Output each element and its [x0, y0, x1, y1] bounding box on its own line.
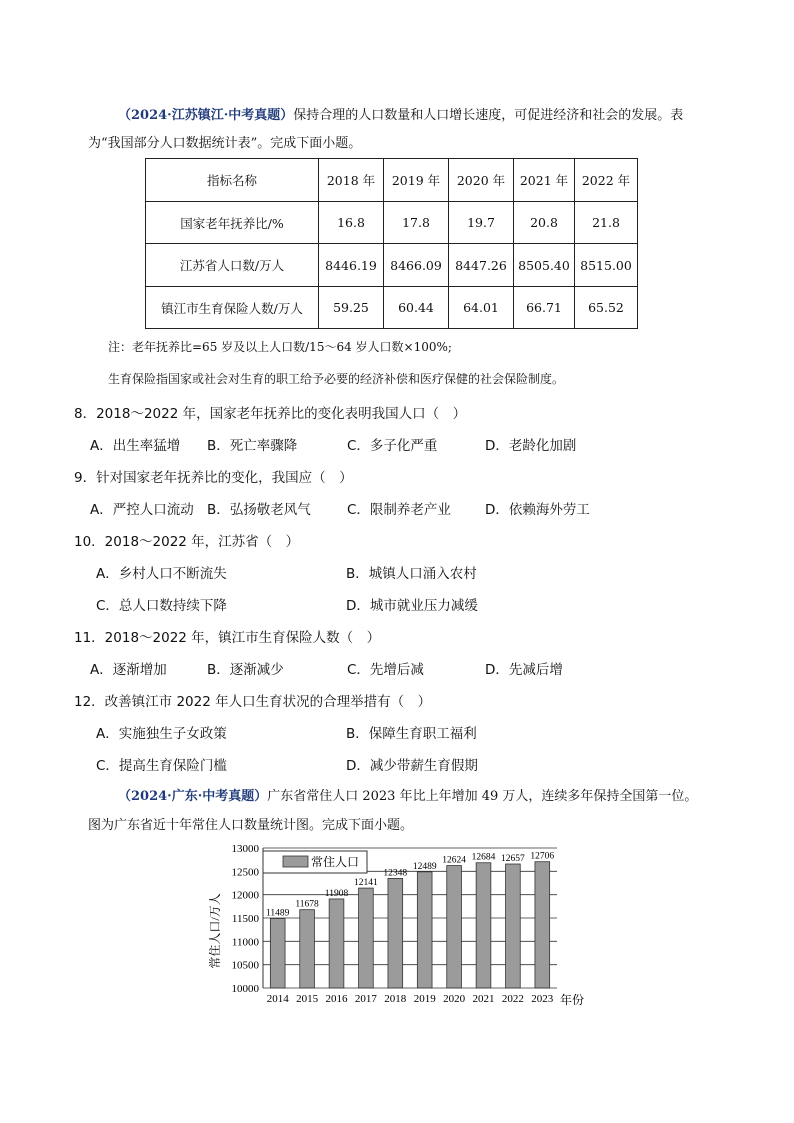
bar-value-label: 12657	[501, 854, 525, 865]
question-10-option-d[interactable]: D．城市就业压力减缓	[346, 598, 478, 614]
bar	[447, 866, 462, 988]
question-12-option-c[interactable]: C．提高生育保险门槛	[96, 758, 227, 774]
y-tick-label: 12000	[231, 889, 259, 902]
y-tick-label: 12500	[231, 866, 259, 879]
bar-value-label: 12141	[354, 878, 378, 889]
passage1-line2: 为“我国部分人口数据统计表”。完成下面小题。	[88, 136, 362, 151]
question-8-option-a[interactable]: A．出生率猛增	[90, 438, 181, 454]
table-cell: 19.7	[449, 202, 514, 244]
table-header-cell: 2019 年	[384, 159, 449, 202]
table-cell: 59.25	[319, 287, 384, 329]
question-12-stem: 12．改善镇江市 2022 年人口生育状况的合理举措有（ ）	[74, 694, 432, 710]
table-row	[146, 202, 638, 244]
table-cell: 国家老年抚养比/%	[146, 202, 319, 244]
passage2-text1: 广东省常住人口 2023 年比上年增加 49 万人，连续多年保持全国第一位。	[267, 789, 698, 804]
legend-label: 常住人口	[311, 855, 360, 869]
question-12-option-d[interactable]: D．减少带薪生育假期	[346, 758, 478, 774]
table-cell: 17.8	[384, 202, 449, 244]
y-tick-label: 10000	[231, 983, 259, 995]
table-cell: 21.8	[575, 202, 638, 244]
question-10-stem: 10．2018～2022 年，江苏省（ ）	[74, 534, 300, 550]
chart-legend	[263, 851, 367, 873]
bar	[535, 862, 550, 988]
question-9-stem: 9．针对国家老年抚养比的变化，我国应（ ）	[74, 470, 353, 486]
bar-value-label: 11908	[324, 888, 349, 899]
table-cell: 8447.26	[449, 244, 514, 287]
bar-value-label: 12684	[471, 852, 496, 863]
population-stats-table	[145, 158, 638, 329]
question-9-option-d[interactable]: D．依赖海外劳工	[485, 502, 590, 518]
bar	[359, 888, 374, 988]
bar-value-label: 11678	[295, 899, 319, 910]
question-10-option-c[interactable]: C．总人口数持续下降	[96, 598, 227, 614]
bar	[329, 899, 344, 988]
x-tick-label: 2019	[413, 993, 436, 1005]
y-tick-label: 11500	[231, 913, 259, 925]
x-tick-label: 2022	[501, 993, 524, 1005]
table-cell: 江苏省人口数/万人	[146, 244, 319, 287]
table-header-cell: 2020 年	[449, 159, 514, 202]
bar	[300, 910, 315, 988]
passage1-line1	[118, 104, 683, 123]
table-header-cell: 2021 年	[514, 159, 575, 202]
question-12-option-a[interactable]: A．实施独生子女政策	[96, 726, 227, 742]
bar	[506, 864, 521, 988]
x-tick-label: 2014	[266, 993, 289, 1005]
y-tick-label: 13000	[231, 843, 259, 855]
bar	[388, 878, 403, 988]
bar-value-label: 12489	[412, 861, 437, 872]
question-9-option-b[interactable]: B．弘扬敬老风气	[207, 502, 311, 518]
table-cell: 16.8	[319, 202, 384, 244]
question-8-option-c[interactable]: C．多子化严重	[347, 438, 438, 454]
table-note-insurance: 生育保险指国家或社会对生育的职工给予必要的经济补偿和医疗保健的社会保险制度。	[108, 372, 565, 386]
bar-value-label: 12706	[530, 851, 555, 862]
table-note-ratio: 注：老年抚养比=65 岁及以上人口数/15～64 岁人口数×100%;	[108, 340, 452, 354]
bar	[270, 919, 285, 988]
table-cell: 65.52	[575, 287, 638, 329]
bar-value-label: 11489	[265, 908, 290, 919]
question-10-option-a[interactable]: A．乡村人口不断流失	[96, 566, 227, 582]
x-axis-label: 年份	[560, 993, 585, 1007]
bar-value-label: 12348	[383, 868, 408, 879]
question-12-option-b[interactable]: B．保障生育职工福利	[346, 726, 477, 742]
passage2-line2: 图为广东省近十年常住人口数量统计图。完成下面小题。	[88, 818, 414, 833]
table-cell: 8466.09	[384, 244, 449, 287]
population-bar-chart	[205, 838, 605, 1013]
question-10-option-b[interactable]: B．城镇人口涌入农村	[346, 566, 477, 582]
question-11-stem: 11．2018～2022 年，镇江市生育保险人数（ ）	[74, 630, 381, 646]
question-8-stem: 8．2018～2022 年，国家老年抚养比的变化表明我国人口（ ）	[74, 406, 467, 422]
x-tick-label: 2015	[296, 993, 319, 1005]
table-cell: 8505.40	[514, 244, 575, 287]
y-axis-label: 常住人口/万人	[208, 893, 222, 969]
x-tick-label: 2021	[472, 993, 495, 1005]
bar-value-label: 12624	[442, 855, 466, 866]
passage1-text1: 保持合理的人口数量和人口增长速度，可促进经济和社会的发展。表	[293, 108, 684, 123]
table-header-cell: 2018 年	[319, 159, 384, 202]
question-8-option-b[interactable]: B．死亡率骤降	[207, 438, 298, 454]
table-cell: 镇江市生育保险人数/万人	[146, 287, 319, 329]
table-cell: 8515.00	[575, 244, 638, 287]
table-row	[146, 244, 638, 287]
question-8-option-d[interactable]: D．老龄化加剧	[485, 438, 577, 454]
bar	[417, 872, 432, 988]
passage1-source: （2024·江苏镇江·中考真题）	[118, 108, 294, 123]
x-tick-label: 2018	[384, 993, 407, 1005]
table-row	[146, 287, 638, 329]
question-11-option-a[interactable]: A．逐渐增加	[90, 662, 167, 678]
passage2-source: （2024·广东·中考真题）	[118, 789, 268, 804]
table-header-cell: 2022 年	[575, 159, 638, 202]
question-11-option-b[interactable]: B．逐渐减少	[207, 662, 284, 678]
question-9-option-a[interactable]: A．严控人口流动	[90, 502, 194, 518]
question-11-option-d[interactable]: D．先减后增	[485, 662, 563, 678]
question-11-option-c[interactable]: C．先增后减	[347, 662, 424, 678]
bar	[476, 863, 491, 988]
legend-swatch	[283, 856, 308, 867]
table-header-row	[146, 159, 638, 202]
table-cell: 20.8	[514, 202, 575, 244]
question-9-option-c[interactable]: C．限制养老产业	[347, 502, 451, 518]
table-cell: 64.01	[449, 287, 514, 329]
x-tick-label: 2016	[325, 993, 348, 1005]
x-tick-label: 2017	[354, 993, 377, 1005]
table-cell: 60.44	[384, 287, 449, 329]
passage2-line1	[118, 785, 697, 804]
table-cell: 8446.19	[319, 244, 384, 287]
table-cell: 66.71	[514, 287, 575, 329]
chart-bars	[270, 862, 549, 988]
x-tick-label: 2020	[443, 993, 466, 1005]
y-tick-label: 11000	[231, 936, 259, 949]
table-header-cell: 指标名称	[146, 159, 319, 202]
x-tick-label: 2023	[531, 993, 554, 1005]
y-tick-label: 10500	[231, 959, 259, 972]
